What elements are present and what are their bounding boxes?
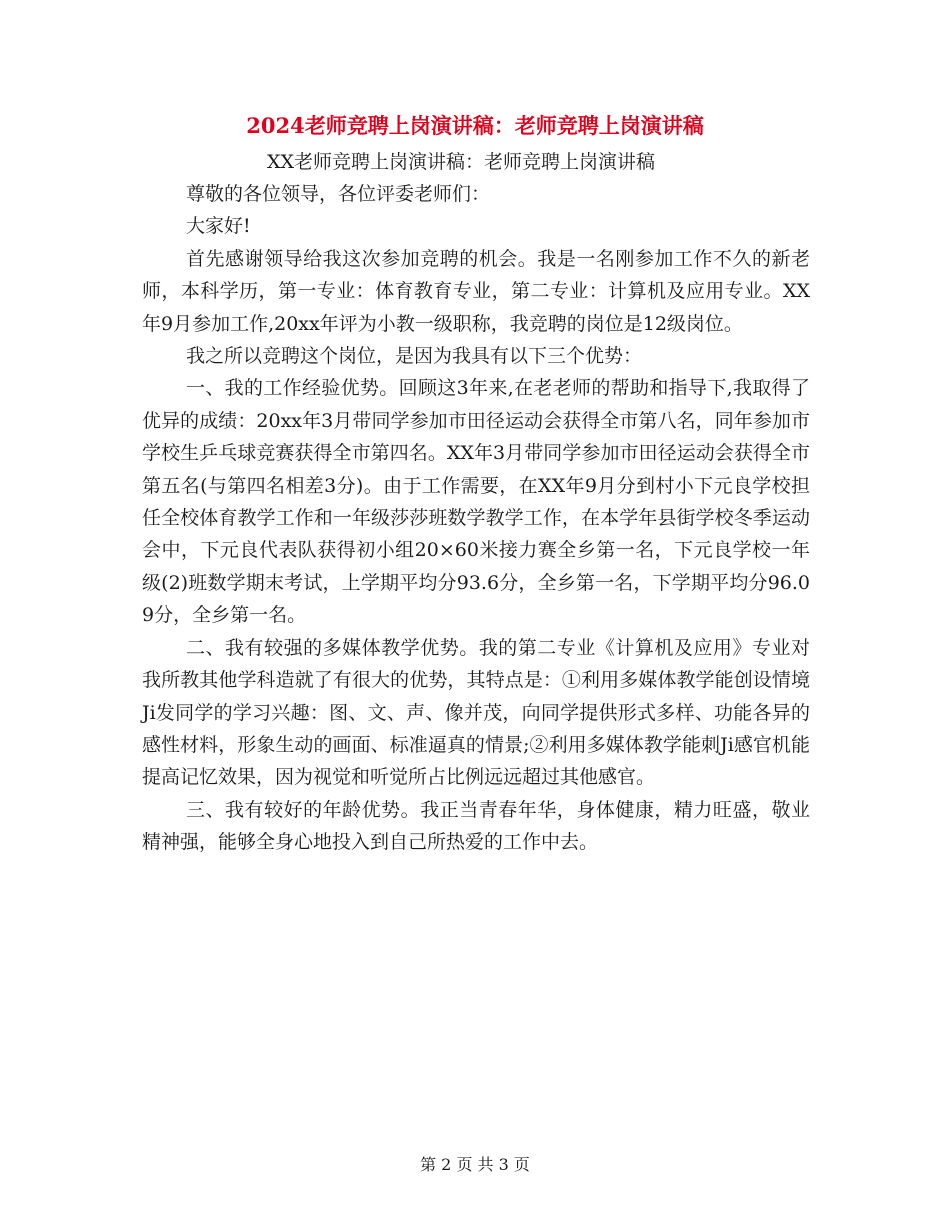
paragraph-salutation: 尊敬的各位领导，各位评委老师们： <box>186 183 491 205</box>
document-title: 2024老师竞聘上岗演讲稿：老师竞聘上岗演讲稿 <box>246 113 704 138</box>
page-number-footer: 第 2 页 共 3 页 <box>420 1155 530 1174</box>
paragraph-age-advantage: 三、我有较好的年龄优势。我正当青春年华，身体健康，精力旺盛，敬业精神强，能够全身心地投入到自己所热爱的工作中去。 <box>142 798 810 854</box>
paragraph-multimedia-advantage: 二、我有较强的多媒体教学优势。我的第二专业《计算机及应用》专业对我所教其他学科造就了有很大的优势，其特点是：①利用多媒体教学能创设情境Ji发同学的学习兴趣：图、文、声、像并茂，向同学提供形式多样、功能各异的感性材料，形象生动的画面、标准逼真的情景;②利用多媒体教学能刺Ji感官机能提高记忆效果，因为视觉和听觉所占比例远远超过其他感官。 <box>142 636 810 789</box>
paragraph-greeting: 大家好! <box>186 215 251 238</box>
document-body <box>142 146 810 859</box>
paragraph-experience-advantage: 一、我的工作经验优势。回顾这3年来,在老老师的帮助和指导下,我取得了优异的成绩：20xx年3月带同学参加市田径运动会获得全市第八名，同年参加市学校生乒乓球竞赛获得全市第四名。XX年3月带同学参加市田径运动会获得全市第五名(与第四名相差3分)。由于工作需要，在XX年9月分到村小下元良学校担任全校体育教学工作和一年级莎莎班数学教学工作，在本学年县街学校冬季运动会中，下元良代表队获得初小组20×60米接力赛全乡第一名，下元良学校一年级(2)班数学期末考试，上学期平均分93.6分，全乡第一名，下学期平均分96.09分，全乡第一名。 <box>142 377 810 627</box>
paragraph-advantages-intro: 我之所以竞聘这个岗位，是因为我具有以下三个优势： <box>186 345 643 368</box>
document-subtitle: XX老师竞聘上岗演讲稿：老师竞聘上岗演讲稿 <box>266 151 656 173</box>
paragraph-introduction: 首先感谢领导给我这次参加竞聘的机会。我是一名刚参加工作不久的新老师，本科学历，第一专业：体育教育专业，第二专业：计算机及应用专业。XX年9月参加工作,20xx年评为小教一级职称，我竞聘的岗位是12级岗位。 <box>142 247 810 335</box>
